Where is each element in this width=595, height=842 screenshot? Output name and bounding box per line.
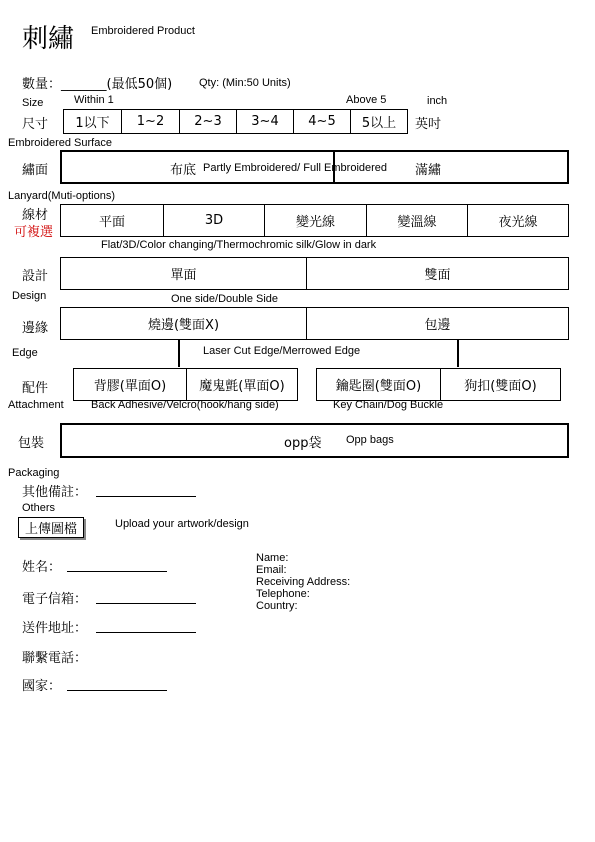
attachment-label-en: Attachment [8,399,64,411]
contact-country-zh: 國家： [22,679,62,694]
attachment-option[interactable]: 鑰匙圈(雙面O) [335,379,422,394]
edge-caption: Laser Cut Edge/Merrowed Edge [203,345,361,357]
surface-label-en: Embroidered Surface [8,137,112,149]
edge-label-zh: 邊緣 [22,321,49,336]
others-label-en: Others [22,502,56,514]
attachment-group-left [73,368,298,401]
quantity-label-en: Qty: (Min:50 Units) [199,77,291,89]
lanyard-option[interactable]: 夜光線 [467,205,568,236]
contact-phone-en: Telephone: [256,588,310,600]
attachment-option[interactable]: 魔鬼氈(單面O) [186,369,297,400]
size-option[interactable]: 1以下 [75,116,110,131]
lanyard-option[interactable]: 變光線 [264,205,366,236]
size-unit-zh: 英吋 [415,117,442,132]
attachment-caption-left: Back Adhesive/Velcro(hook/hang side) [91,399,279,411]
surface-option-partial[interactable]: 布底 [170,163,197,178]
lanyard-option[interactable]: 平面 [98,215,125,230]
attachment-option[interactable]: 狗扣(雙面O) [440,369,560,400]
lanyard-caption: Flat/3D/Color changing/Thermochromic silk/Glow in dark [101,239,377,251]
size-hint-right: Above 5 [346,94,387,106]
contact-phone-zh: 聯繫電話： [22,651,88,666]
size-hint-left: Within 1 [74,94,114,106]
lanyard-label-en: Lanyard(Muti-options) [8,190,115,202]
email-input-line[interactable] [96,603,196,604]
packaging-label-en: Packaging [8,467,60,479]
contact-email-en: Email: [256,564,287,576]
lanyard-option[interactable]: 變溫線 [366,205,467,236]
country-input-line[interactable] [67,690,167,691]
surface-option-caption: Partly Embroidered/ Full Embroidered [203,162,388,174]
size-unit-en: inch [427,95,448,107]
size-option[interactable]: 4~5 [293,110,350,133]
size-option[interactable]: 1~2 [121,110,179,133]
size-option[interactable]: 5以上 [350,110,407,133]
others-input-line[interactable] [96,496,196,497]
contact-name-en: Name: [256,552,289,564]
packaging-value-en: Opp bags [346,434,394,446]
address-input-line[interactable] [96,632,196,633]
lanyard-multi-note: 可複選 [14,225,54,240]
upload-artwork-button[interactable]: 上傳圖檔 [18,517,84,538]
design-option[interactable]: 單面 [170,268,197,283]
contact-name-zh: 姓名： [22,560,62,575]
edge-option[interactable]: 燒邊(雙面X) [147,318,220,333]
design-label-zh: 設計 [22,269,49,284]
edge-options-row [60,307,569,340]
packaging-value-zh[interactable]: opp袋 [284,436,322,451]
surface-label-zh: 繡面 [22,163,49,178]
size-option[interactable]: 2~3 [179,110,236,133]
attachment-option[interactable]: 背膠(單面O) [93,379,167,394]
size-option[interactable]: 3~4 [236,110,293,133]
design-options-row [60,257,569,290]
edge-bracket-left [178,340,180,367]
edge-bracket-right [457,340,459,367]
attachment-label-zh: 配件 [22,381,49,396]
contact-country-en: Country: [256,600,298,612]
title-zh: 刺繡 [22,24,75,54]
others-label-zh: 其他備註： [22,485,88,500]
packaging-label-zh: 包裝 [18,436,45,451]
quantity-label-zh: 數量：_______(最低50個) [22,77,173,92]
name-input-line[interactable] [67,571,167,572]
size-label-en: Size [22,97,44,109]
contact-address-en: Receiving Address: [256,576,351,588]
size-label-zh: 尺寸 [22,117,49,132]
lanyard-label-zh: 線材 [22,208,49,223]
lanyard-options-row [60,204,569,237]
contact-email-zh: 電子信箱： [22,592,88,607]
edge-label-en: Edge [12,347,38,359]
design-caption: One side/Double Side [171,293,279,305]
attachment-group-right [316,368,561,401]
contact-address-zh: 送件地址： [22,621,88,636]
upload-caption: Upload your artwork/design [115,518,249,530]
surface-option-full[interactable]: 滿繡 [415,163,442,178]
design-label-en: Design [12,290,47,302]
attachment-caption-right: Key Chain/Dog Buckle [333,399,444,411]
title-en: Embroidered Product [91,25,195,37]
edge-option[interactable]: 包邊 [306,308,568,339]
lanyard-option[interactable]: 3D [163,205,264,236]
size-options-row [63,109,408,134]
design-option[interactable]: 雙面 [306,258,568,289]
